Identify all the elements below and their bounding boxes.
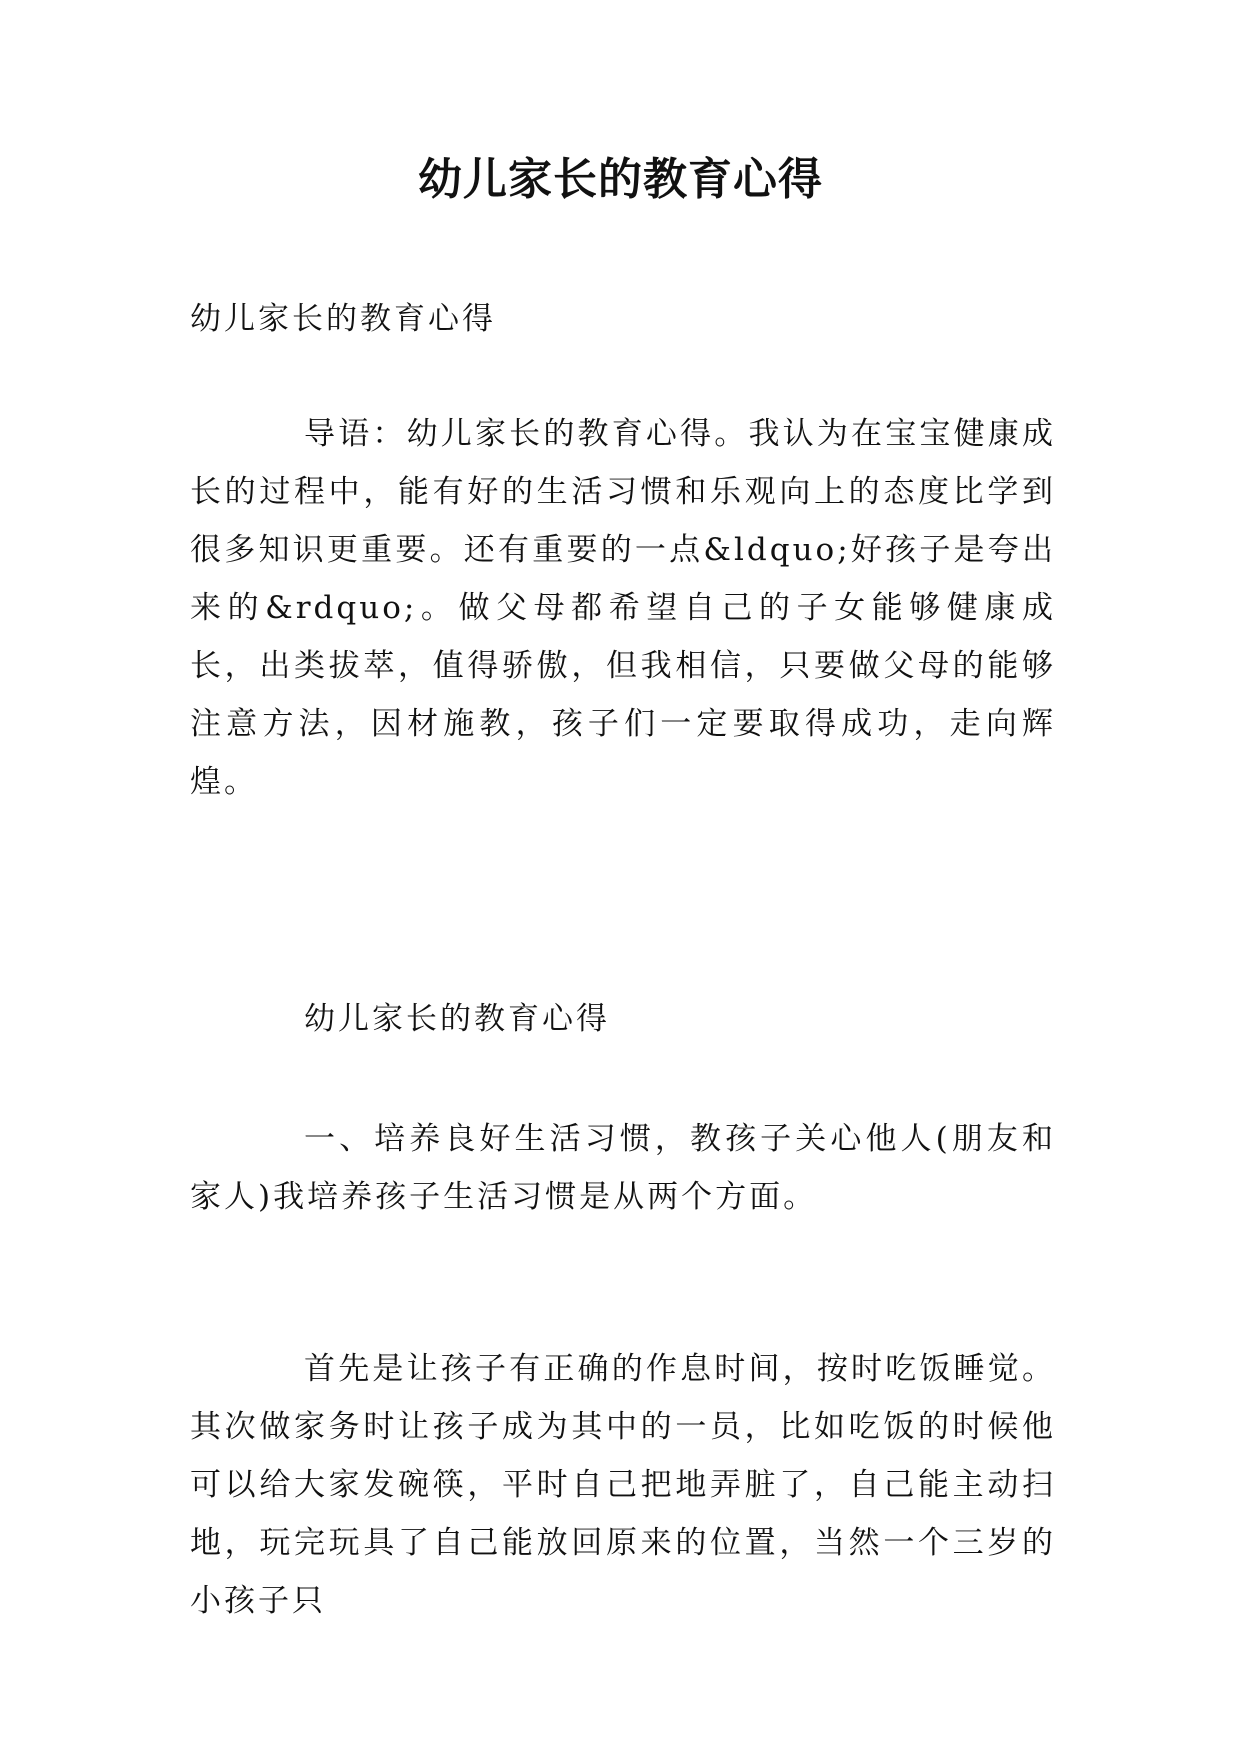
- section-one-paragraph: 一、培养良好生活习惯，教孩子关心他人(朋友和家人)我培养孩子生活习惯是从两个方面。: [190, 1121, 1056, 1215]
- intro-paragraph: 导语：幼儿家长的教育心得。我认为在宝宝健康成长的过程中，能有好的生活习惯和乐观向上的态度比学到很多知识更重要。还有重要的一点&ldquo;好孩子是夸出来的&rdquo;。做父母都希望自己的子女能够健康成长，出类拔萃，值得骄傲，但我相信，只要做父母的能够注意方法，因材施教，孩子们一定要取得成功，走向辉煌。: [190, 416, 1056, 800]
- document-title: 幼儿家长的教育心得: [418, 154, 823, 205]
- section-heading: 幼儿家长的教育心得: [304, 1001, 610, 1037]
- first-point-paragraph: 首先是让孩子有正确的作息时间，按时吃饭睡觉。其次做家务时让孩子成为其中的一员，比如吃饭的时候他可以给大家发碗筷，平时自己把地弄脏了，自己能主动扫地，玩完玩具了自己能放回原来的位置，当然一个三岁的小孩子只: [190, 1351, 1056, 1619]
- document-subtitle: 幼儿家长的教育心得: [190, 301, 496, 337]
